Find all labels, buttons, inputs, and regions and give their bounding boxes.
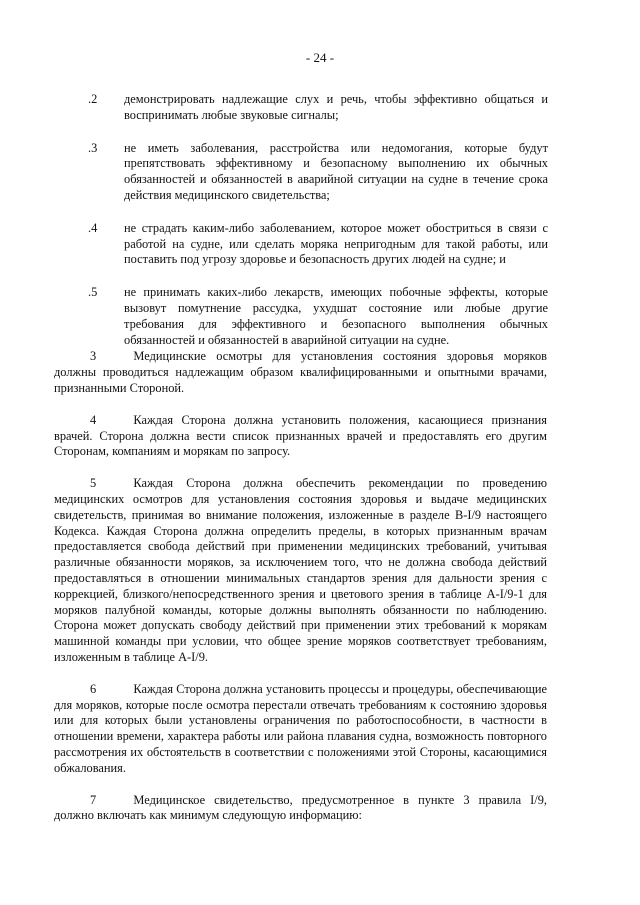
paragraph-text: Каждая Сторона должна обеспечить рекомендации по проведению медицинских осмотров для установления состояния здоровья и выдаче медицинских свидетельств, принимая во внимание положения, изложенные в разделе B-I/9 настоящего Кодекса. Каждая Сторона должна определить пределы, в которых признанным врачам предоставляется свобода действий при применении медицинских требований, учитывая различные обязанности моряков, за исключением того, что не должна свобода действий предоставляться в отношении минимальных стандартов зрения для дальности зрения с коррекцией, близкого/непосредственного зрения и цветового зрения в таблице A-I/9-1 для моряков палубной команды, которые должны выполнять обязанности по наблюдению. Сторона может допускать свободу действий при применении этих требований к морякам машинной команды при условии, что общее зрение моряков соответствует требованиям, изложенным в таблице A-I/9. — [54, 476, 547, 664]
paragraph — [54, 476, 547, 666]
list-item — [88, 141, 548, 204]
item-text: демонстрировать надлежащие слух и речь, чтобы эффективно общаться и воспринимать любые звуковые сигналы; — [124, 92, 548, 122]
paragraph-text: Медицинские осмотры для установления состояния здоровья моряков должны проводиться надлежащим образом квалифицированными и опытными врачами, признанными Стороной. — [54, 349, 547, 395]
item-number: .4 — [88, 220, 98, 235]
paragraph — [54, 413, 547, 460]
paragraph-text: Каждая Сторона должна установить процессы и процедуры, обеспечивающие для моряков, которые после осмотра перестали отвечать требованиям к состоянию здоровья или для которых были установлены ограничения по работоспособности, в частности в отношении времени, характера работы или района плавания судна, возможность повторного рассмотрения их обстоятельств в соответствии с положениями этой Стороны, касающимися обжалования. — [54, 681, 547, 775]
list-item — [88, 221, 548, 268]
sub-item-list — [88, 92, 548, 365]
paragraph — [54, 349, 547, 396]
paragraph — [54, 682, 547, 777]
item-text: не иметь заболевания, расстройства или недомогания, которые будут препятствовать эффективному и безопасному выполнению их обычных обязанностей и обязанностей в аварийной ситуации на судне в течение срока действия медицинского свидетельства; — [124, 140, 548, 202]
paragraph-text: Каждая Сторона должна установить положения, касающиеся признания врачей. Сторона должна вести список признанных врачей и предоставлять его другим Сторонам, компаниям и морякам по запросу. — [54, 412, 547, 459]
item-number: .2 — [88, 92, 98, 106]
paragraph-number: 7 — [90, 792, 97, 807]
paragraph-number: 4 — [90, 412, 97, 427]
paragraph-number: 5 — [90, 476, 97, 491]
paragraph-text: Медицинское свидетельство, предусмотренное в пункте 3 правила I/9, должно включать как минимум следующую информацию: — [54, 792, 547, 823]
item-number: .5 — [88, 285, 98, 300]
item-text: не страдать каким-либо заболеванием, которое может обостриться в связи с работой на судне, или сделать моряка непригодным для такой работы, или поставить под угрозу здоровье и безопасность других людей на судне; и — [124, 220, 548, 267]
list-item — [88, 92, 548, 124]
item-text: не принимать каких-либо лекарств, имеющих побочные эффекты, которые вызовут помутнение рассудка, ухудшат состояние или любые другие требования для эффективного и безопасного выполнения обычных обязанностей и обязанностей в аварийной ситуации на судне. — [124, 285, 548, 347]
paragraph — [54, 793, 547, 825]
paragraph-list — [54, 337, 547, 840]
paragraph-number: 3 — [90, 349, 97, 364]
paragraph-number: 6 — [90, 681, 97, 696]
page-number: - 24 - — [305, 50, 335, 65]
item-number: .3 — [88, 140, 98, 155]
